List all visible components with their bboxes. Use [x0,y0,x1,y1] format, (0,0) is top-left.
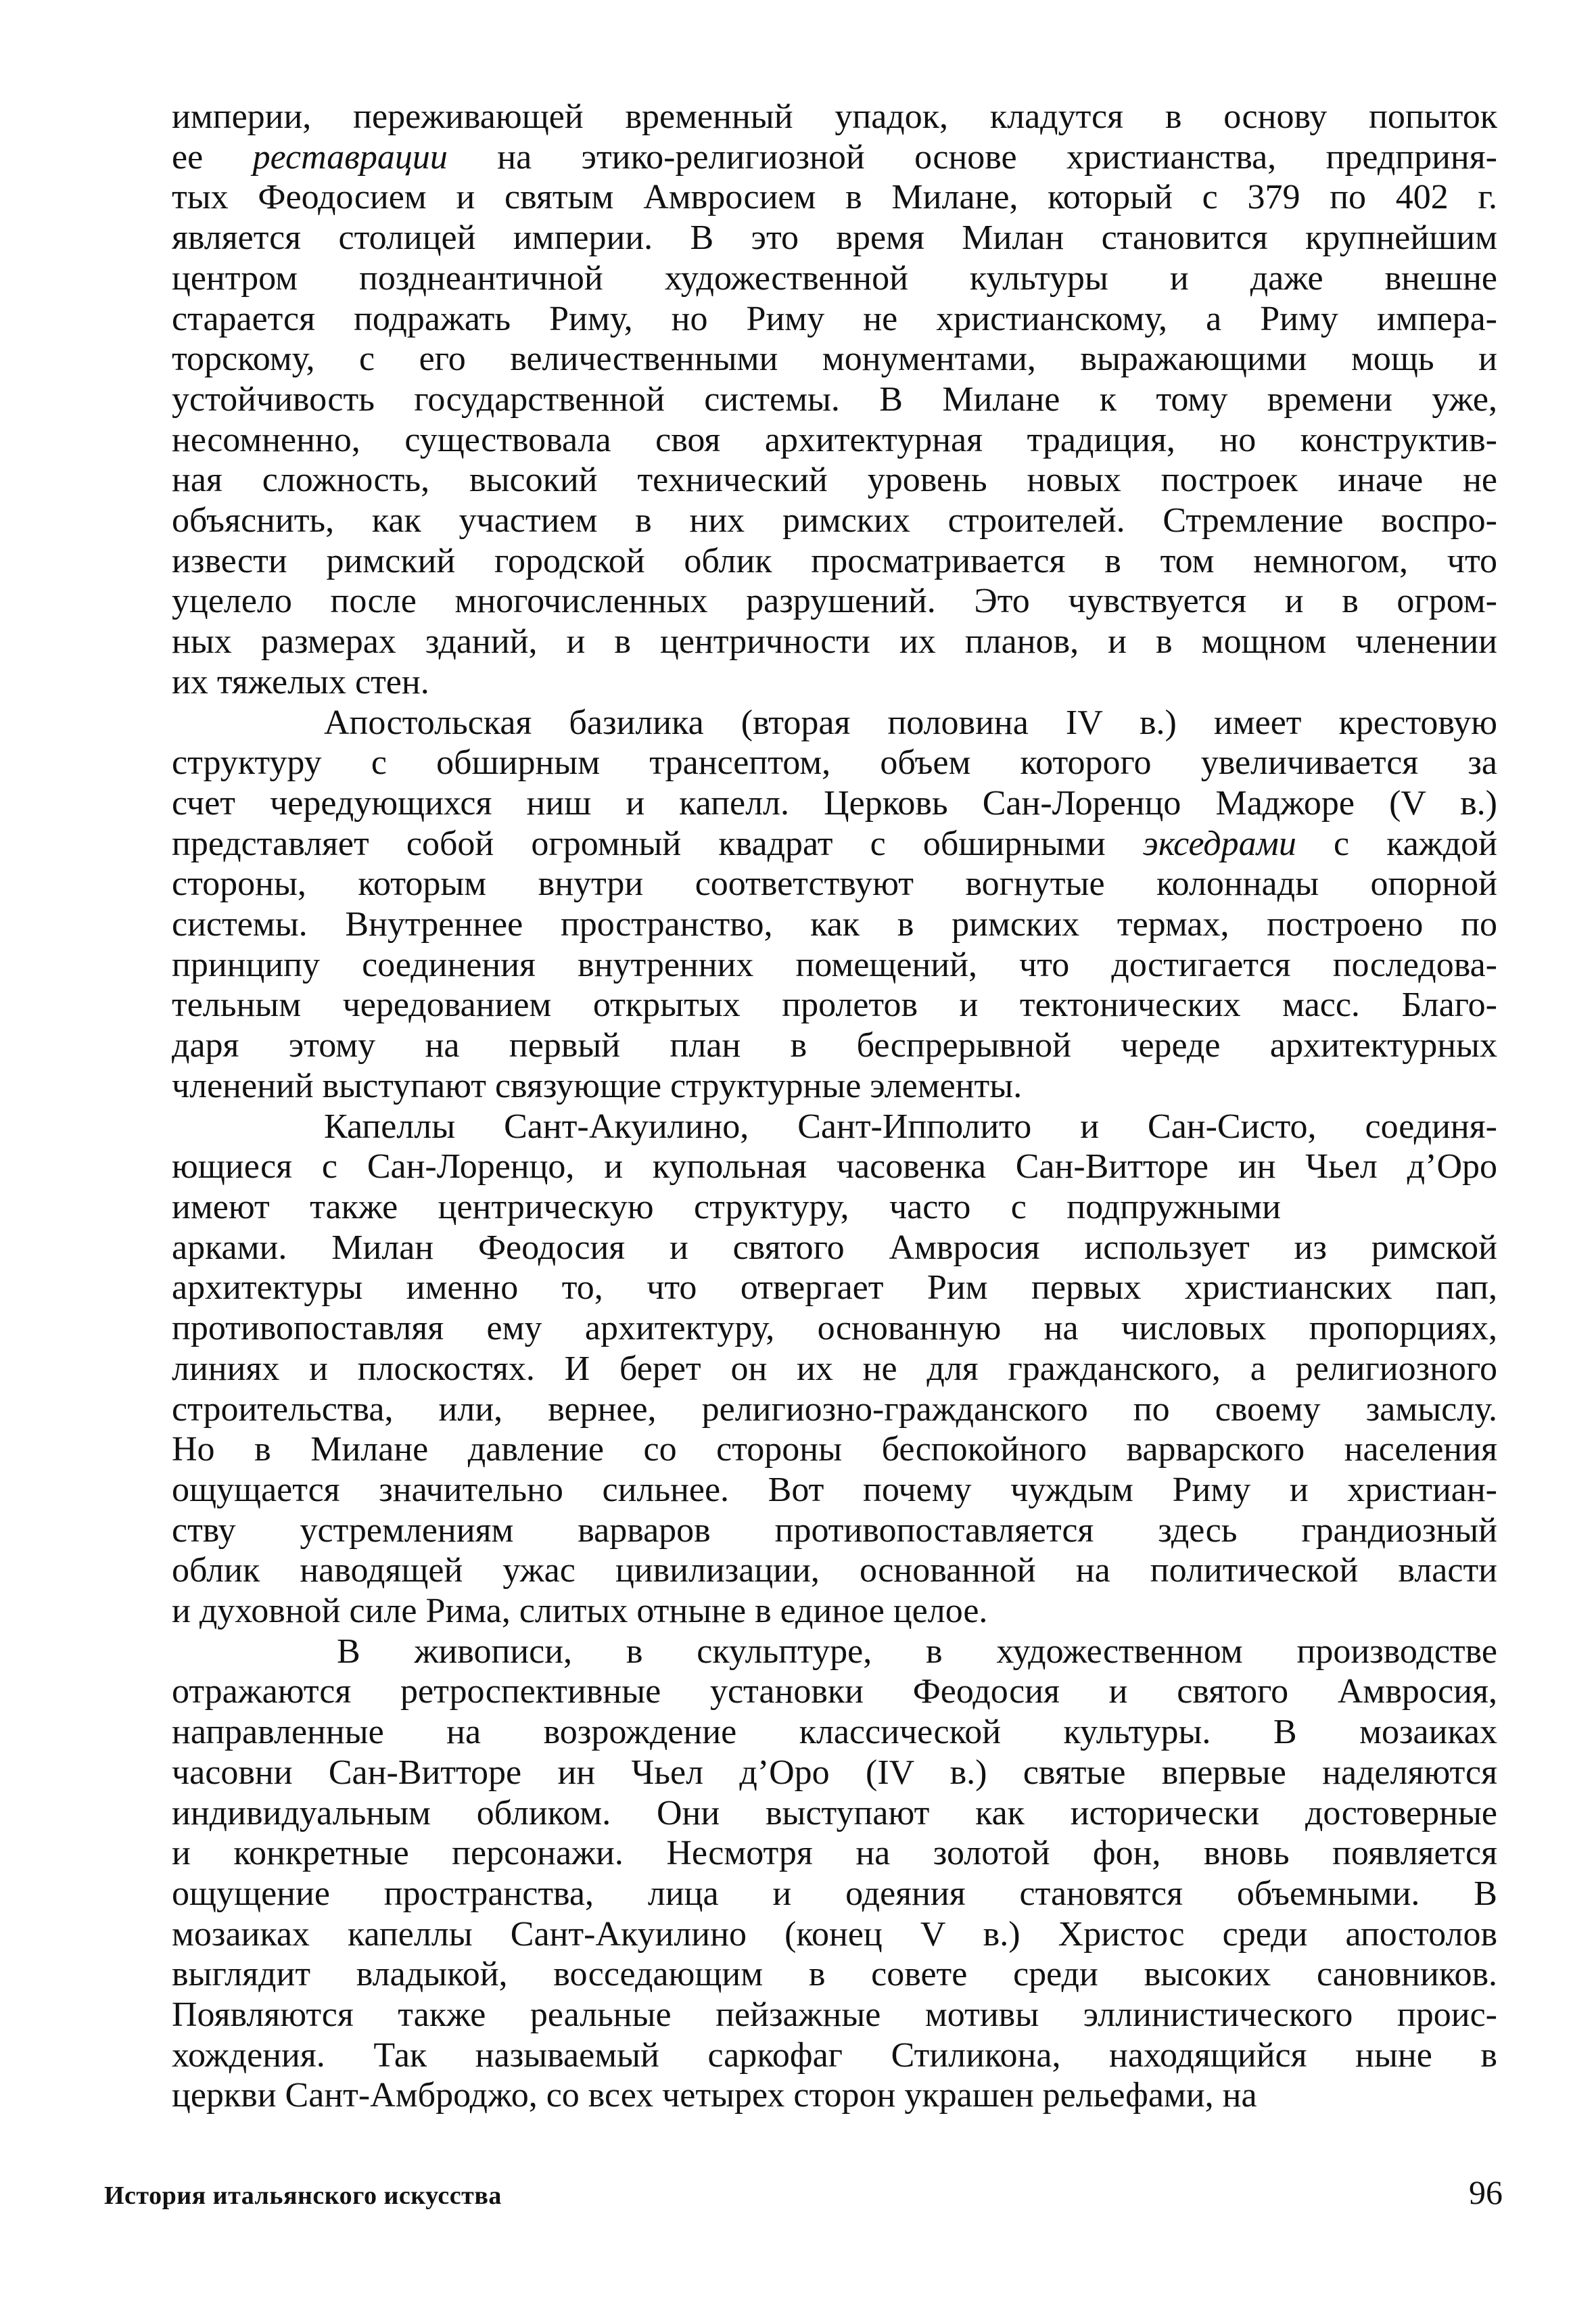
text-line: мозаиках капеллы Сант-Акуилино (конец V в.) Христос среди апостолов [172,1914,1497,1954]
text-line [172,824,1497,864]
text-line: Появляются также реальные пейзажные мотивы эллинистического проис- [172,1995,1497,2035]
text-line: облик наводящей ужас цивилизации, основанной на политической власти [172,1551,1497,1590]
text-line: счет чередующихся ниш и капелл. Церковь Сан-Лоренцо Маджоре (V в.) [172,783,1497,823]
text-line: ных размерах зданий, и в центричности их планов, и в мощном членении [172,622,1497,662]
text-line: является столицей империи. В это время Милан становится крупнейшим [172,218,1497,258]
text-line: тых Феодосием и святым Амвросием в Милане, который с 379 по 402 г. [172,178,1497,217]
text-line: Апостольская базилика (вторая половина IV в.) имеет крестовую [324,703,1497,742]
text-line: принципу соединения внутренних помещений, что достигается последова- [172,945,1497,984]
text-line: центром позднеантичной художественной культуры и даже внешне [172,258,1497,298]
text-line: направленные на возрождение классической культуры. В мозаиках [172,1713,1497,1752]
text-line: и конкретные персонажи. Несмотря на золотой фон, вновь появляется [172,1834,1497,1873]
text-line: объяснить, как участием в них римских строителей. Стремление воспро- [172,501,1497,540]
text-line: устойчивость государственной системы. В Милане к тому времени уже, [172,379,1497,419]
text-line: даря этому на первый план в беспрерывной череде архитектурных [172,1026,1497,1065]
text-line: строительства, или, вернее, религиозно-гражданского по своему замыслу. [172,1389,1497,1429]
text-line: тельным чередованием открытых пролетов и тектонических масс. Благо- [172,986,1497,1025]
text-line: ству устремлениям варваров противопоставляется здесь грандиозный [172,1510,1497,1550]
text-line: отражаются ретроспективные установки Феодосия и святого Амвросия, [172,1672,1497,1711]
text-line: В живописи, в скульптуре, в художественном производстве [337,1632,1497,1671]
text-line: торскому, с его величественными монументами, выражающими мощь и [172,340,1497,379]
text-line: уцелело после многочисленных разрушений. Это чувствуется и в огром- [172,582,1497,621]
text-line: извести римский городской облик просматривается в том немногом, что [172,541,1497,580]
text-line: и духовной силе Рима, слитых отныне в единое целое. [172,1592,988,1631]
text-line: несомненно, существовала своя архитектурная традиция, но конструктив- [172,420,1497,459]
text-line: Капеллы Сант-Акуилино, Сант-Ипполито и Сан-Систо, соединя- [324,1107,1497,1146]
text-line: старается подражать Риму, но Риму не христианскому, а Риму импера- [172,299,1497,338]
text-line: церкви Сант-Амброджо, со всех четырех сторон украшен рельефами, на [172,2076,1257,2115]
text-line: стороны, которым внутри соответствуют вогнутые колоннады опорной [172,864,1497,904]
text-line: арками. Милан Феодосия и святого Амвросия использует из римской [172,1228,1497,1267]
text-line: ощущение пространства, лица и одеяния становятся объемными. В [172,1874,1497,1913]
text-line: противопоставляя ему архитектуру, основанную на числовых пропорциях, [172,1309,1497,1348]
text-line: выглядит владыкой, восседающим в совете среди высоких сановников. [172,1955,1497,1994]
text-line: хождения. Так называемый саркофаг Стиликона, находящийся ныне в [172,2035,1497,2075]
text-line [172,137,1497,178]
text-line: ощущается значительно сильнее. Вот почему чуждым Риму и христиан- [172,1470,1497,1509]
text-line: системы. Внутреннее пространство, как в римских термах, построено по [172,905,1497,944]
text-line: линиях и плоскостях. И берет он их не для гражданского, а религиозного [172,1349,1497,1388]
text-segment: с каждой [1296,824,1497,863]
text-line: империи, переживающей временный упадок, кладутся в основу попыток [172,97,1497,136]
page-footer [104,2173,1503,2212]
text-line: часовни Сан-Витторе ин Чьел д’Оро (IV в.) святые впервые наделяются [172,1753,1497,1792]
italic-term: реставрации [252,137,448,177]
text-line: членений выступают связующие структурные элементы. [172,1066,1023,1105]
text-line: имеют также центрическую структуру, часто с подпружными [172,1187,1281,1226]
text-line: структуру с обширным трансептом, объем которого увеличивается за [172,743,1497,783]
page-body [172,97,1497,2116]
running-footer-title: История итальянского искусства [104,2182,502,2210]
text-line: Но в Милане давление со стороны беспокойного варварского населения [172,1430,1497,1469]
text-line: ная сложность, высокий технический уровень новых построек иначе не [172,461,1497,500]
italic-term: экседрами [1142,824,1296,863]
page-number: 96 [1469,2173,1503,2211]
text-line: ющиеся с Сан-Лоренцо, и купольная часовенка Сан-Витторе ин Чьел д’Оро [172,1147,1497,1186]
text-line: их тяжелых стен. [172,662,429,701]
text-line: индивидуальным обликом. Они выступают как исторически достоверные [172,1793,1497,1832]
text-segment: ее [172,137,253,177]
text-segment: представляет собой огромный квадрат с обширными [172,824,1143,863]
text-segment: на этико-религиозной основе христианства, предприня- [447,137,1497,177]
text-line: архитектуры именно то, что отвергает Рим первых христианских пап, [172,1268,1497,1308]
